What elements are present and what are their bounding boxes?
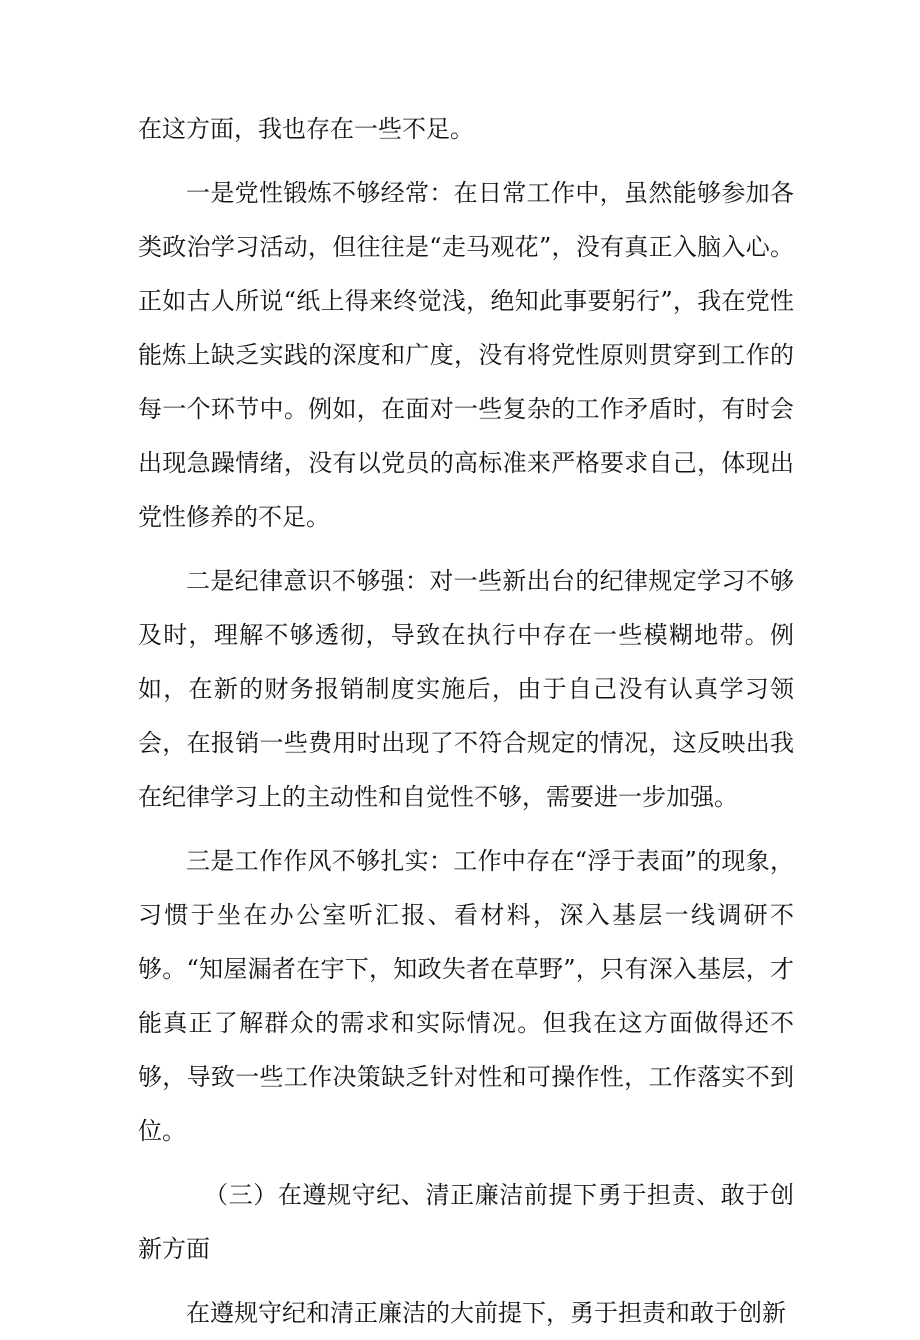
section-heading: （三）在遵规守纪、清正廉洁前提下勇于担责、敢于创新方面 [138,1181,794,1263]
paragraph-work-style: 三是工作作风不够扎实：工作中存在“浮于表面”的现象，习惯于坐在办公室听汇报、看材料，深入基层一线调研不够。“知屋漏者在宇下，知政失者在草野”，只有深入基层，才能真正了解群众的需求和实际情况。但我在这方面做得还不够，导致一些工作决策缺乏针对性和可操作性，工作落实不到位。 [138,847,794,1145]
paragraph-responsibility: 在遵规守纪和清正廉洁的大前提下，勇于担责和敢于创新 [186,1299,786,1327]
paragraph-discipline: 二是纪律意识不够强：对一些新出台的纪律规定学习不够及时，理解不够透彻，导致在执行中存在一些模糊地带。例如，在新的财务报销制度实施后，由于自己没有认真学习领会，在报销一些费用时出现了不符合规定的情况，这反映出我在纪律学习上的主动性和自觉性不够，需要进一步加强。 [138,567,794,811]
paragraph-party-spirit: 一是党性锻炼不够经常：在日常工作中，虽然能够参加各类政治学习活动，但往往是“走马观花”，没有真正入脑入心。正如古人所说“纸上得来终觉浅，绝知此事要躬行”，我在党性能炼上缺乏实践的深度和广度，没有将党性原则贯穿到工作的每一个环节中。例如，在面对一些复杂的工作矛盾时，有时会出现急躁情绪，没有以党员的高标准来严格要求自己，体现出党性修养的不足。 [138,179,794,531]
paragraph-intro: 在这方面，我也存在一些不足。 [138,115,474,143]
document-body [138,102,794,1340]
